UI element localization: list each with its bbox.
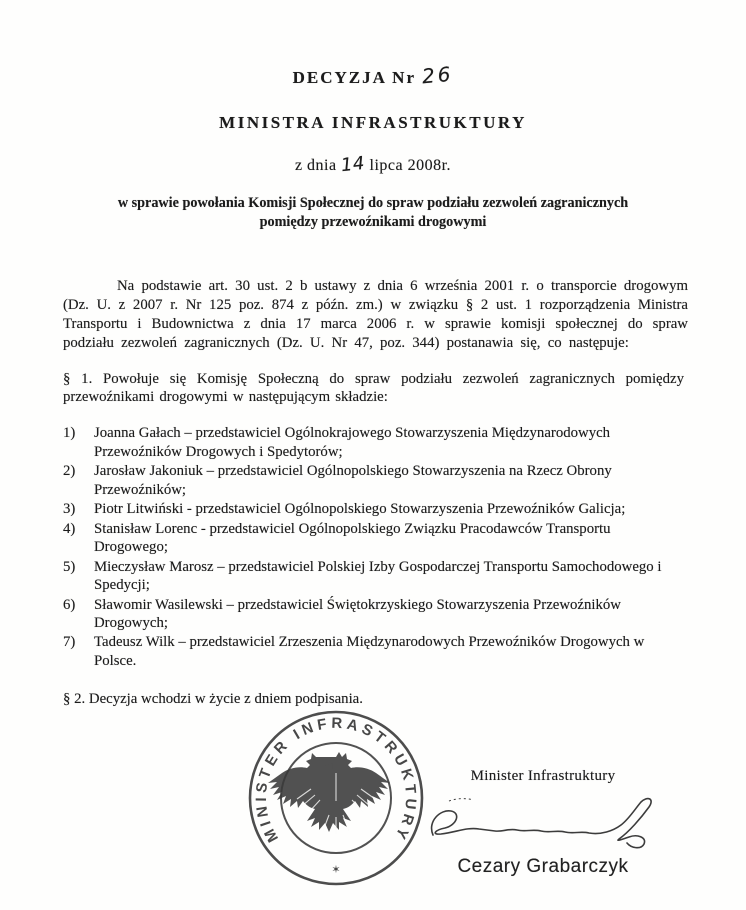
member-text: Stanisław Lorenc - przedstawiciel Ogólnopolskiego Związku Pracodawców Transportu Drogowego; [94,520,611,556]
member-number: 2) [63,463,76,480]
member-item [63,462,676,499]
member-number: 6) [63,596,76,613]
decision-title [0,0,746,88]
member-text: Joanna Gałach – przedstawiciel Ogólnokrajowego Stowarzyszenia Międzynarodowych Przewoźników Drogowych i Spedytorów; [94,425,611,460]
official-round-stamp [241,703,431,893]
subject-line-1: w sprawie powołania Komisji Społecznej do spraw podziału zezwoleń zagranicznych [117,195,629,211]
date-suffix: lipca 2008r. [369,157,452,174]
date-line [0,154,746,175]
member-item [63,520,676,557]
member-item [63,596,676,633]
decision-title-prefix: DECYZJA Nr [292,68,416,87]
member-text: Jarosław Jakoniuk – przedstawiciel Ogólnopolskiego Stowarzyszenia na Rzecz Obrony Przewoźników; [94,463,612,498]
stamp-star-icon: ✶ [331,864,341,876]
member-text: Sławomir Wasilewski – przedstawiciel Świętokrzyskiego Stowarzyszenia Przewoźników Drogowych; [94,596,621,631]
member-list [63,424,676,670]
signature-block [418,768,668,878]
member-number: 1) [63,425,76,442]
member-number: 5) [63,558,76,575]
signatory-name: Cezary Grabarczyk [457,856,629,877]
member-item [63,633,676,670]
date-prefix: z dnia [294,157,337,174]
subject-heading [0,194,746,231]
section-2-paragraph: § 2. Decyzja wchodzi w życie z dniem podpisania. [63,691,363,708]
decision-number-handwritten: 26 [420,61,455,89]
date-day-handwritten: 14 [340,152,367,177]
member-text: Mieczysław Marosz – przedstawiciel Polskiej Izby Gospodarczej Transportu Samochodowego i Spedycji; [94,558,662,594]
stamp-seal-icon [241,703,431,893]
member-number: 3) [63,501,76,518]
preamble-paragraph: Na podstawie art. 30 ust. 2 b ustawy z dnia 6 września 2001 r. o transporcie drogowym (Dz. U. z 2007 r. Nr 125 poz. 874 z późn. zm.) w związku § 2 ust. 1 rozporządzenia Ministra Transportu i Budownictwa z dnia 17 marca 2006 r. w sprawie komisji społecznej do spraw podziału zezwoleń zagranicznych (Dz. U. Nr 47, poz. 344) postanawia się, co następuje: [63,278,688,351]
issuer-line: MINISTRA INFRASTRUKTURY [219,113,527,132]
stamp-ring-text: MINISTER INFRASTRUKTURY [252,714,420,846]
member-item [63,558,676,595]
section-1-paragraph: § 1. Powołuje się Komisję Społeczną do spraw podziału zezwoleń zagranicznych pomiędzy przewoźnikami drogowymi w następującym składzie: [63,370,684,406]
member-text: Tadeusz Wilk – przedstawiciel Zrzeszenia Międzynarodowych Przewoźników Drogowych w Polsce. [94,634,645,669]
member-text: Piotr Litwiński - przedstawiciel Ogólnopolskiego Stowarzyszenia Przewoźników Galicja; [94,501,626,518]
member-number: 7) [63,634,76,651]
member-number: 4) [63,520,76,537]
member-item [63,424,676,461]
signatory-title: Minister Infrastruktury [470,768,616,784]
subject-line-2: pomiędzy przewoźnikami drogowymi [259,213,487,230]
member-item [63,500,676,518]
